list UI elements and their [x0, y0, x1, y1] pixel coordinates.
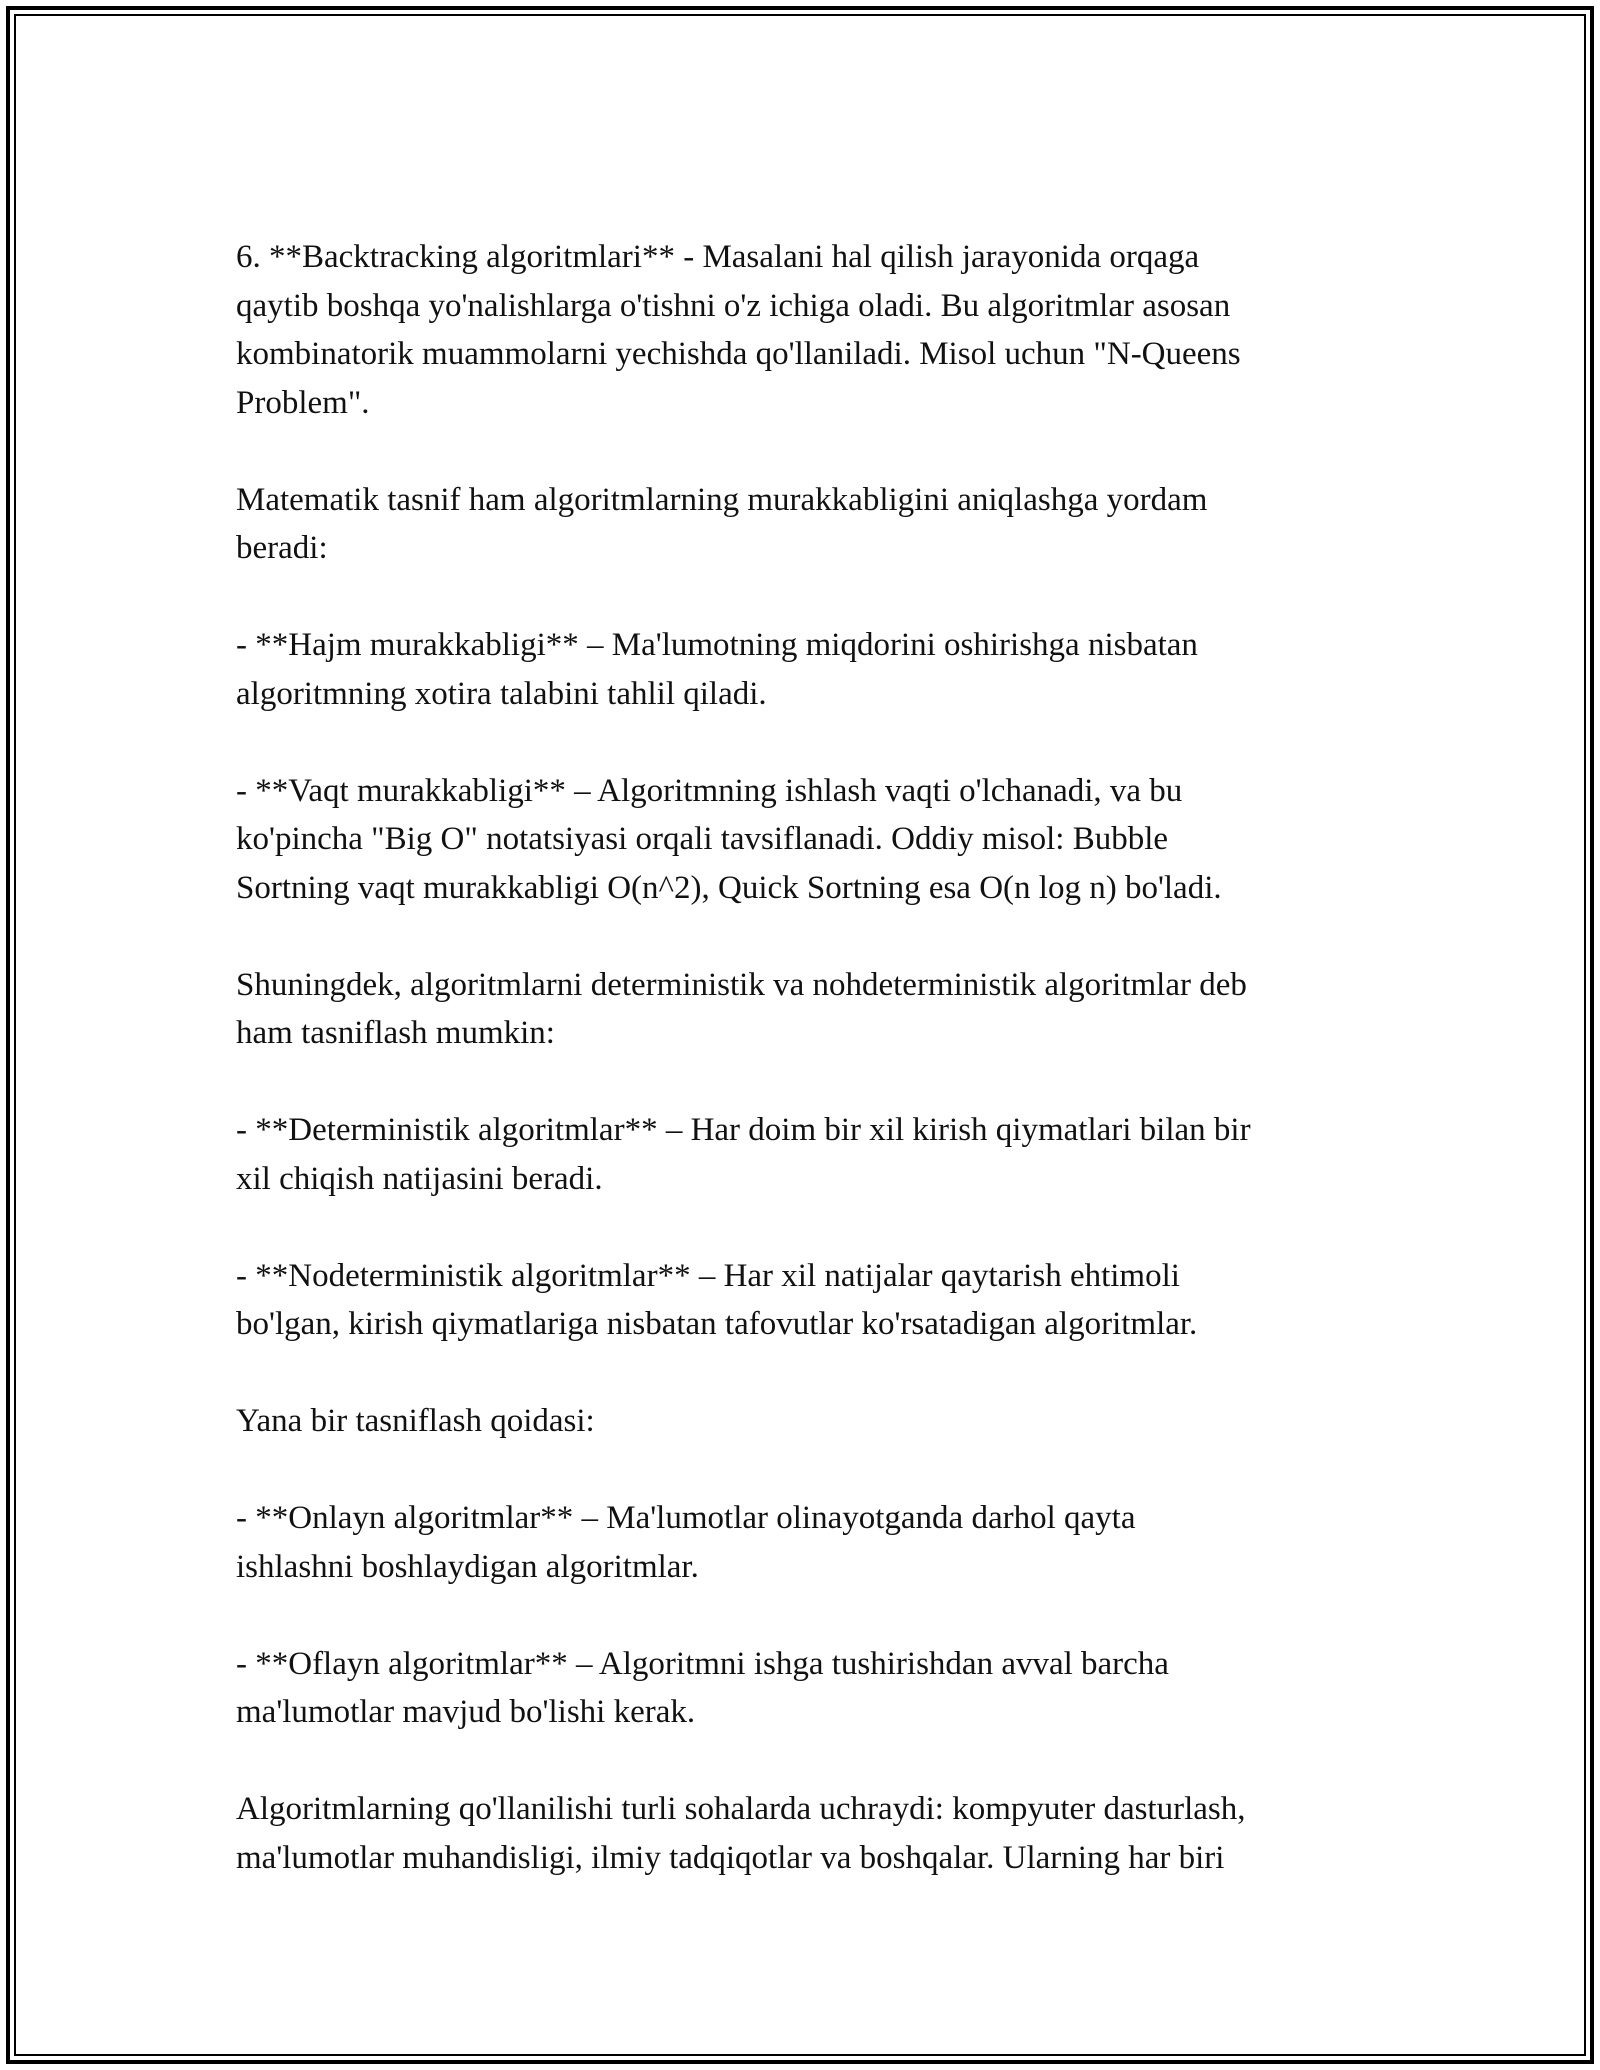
text-line: ma'lumotlar muhandisligi, ilmiy tadqiqotlar va boshqalar. Ularning har biri — [236, 1839, 1225, 1876]
text-line: - **Nodeterministik algoritmlar** – Har xil natijalar qaytarish ehtimoli — [236, 1257, 1180, 1294]
text-line: - **Vaqt murakkabligi** – Algoritmning ishlash vaqti o'lchanadi, va bu — [236, 772, 1183, 809]
text-line: ma'lumotlar mavjud bo'lishi kerak. — [236, 1694, 696, 1730]
paragraph-backtracking — [236, 233, 1376, 427]
paragraph-another-rule — [236, 1397, 1376, 1446]
paragraph-applications — [236, 1785, 1376, 1882]
list-item-space-complexity — [236, 621, 1376, 718]
list-item-time-complexity — [236, 767, 1376, 913]
text-line: beradi: — [236, 530, 328, 566]
text-line: kombinatorik muammolarni yechishda qo'llaniladi. Misol uchun "N-Queens — [236, 336, 1241, 372]
text-line: qaytib boshqa yo'nalishlarga o'tishni o'z ichiga oladi. Bu algoritmlar asosan — [236, 287, 1231, 324]
document-body — [236, 233, 1376, 1931]
list-item-deterministic — [236, 1106, 1376, 1203]
text-line: ishlashni boshlaydigan algoritmlar. — [236, 1548, 699, 1585]
paragraph-math-classification — [236, 476, 1376, 573]
text-line: bo'lgan, kirish qiymatlariga nisbatan tafovutlar ko'rsatadigan algoritmlar. — [236, 1306, 1198, 1342]
text-line: algoritmning xotira talabini tahlil qiladi. — [236, 675, 767, 712]
text-line: Yana bir tasniflash qoidasi: — [236, 1403, 595, 1439]
text-line: Matematik tasnif ham algoritmlarning murakkabligini aniqlashga yordam — [236, 481, 1208, 518]
list-item-offline — [236, 1640, 1376, 1737]
text-line: ham tasniflash mumkin: — [236, 1015, 555, 1051]
text-line: - **Onlayn algoritmlar** – Ma'lumotlar olinayotganda darhol qayta — [236, 1500, 1136, 1536]
text-line: - **Deterministik algoritmlar** – Har doim bir xil kirish qiymatlari bilan bir — [236, 1112, 1251, 1148]
text-line: xil chiqish natijasini beradi. — [236, 1160, 603, 1197]
text-line: - **Oflayn algoritmlar** – Algoritmni ishga tushirishdan avval barcha — [236, 1645, 1169, 1682]
paragraph-determinism — [236, 961, 1376, 1058]
list-item-online — [236, 1494, 1376, 1591]
text-line: Problem". — [236, 384, 370, 421]
text-line: 6. **Backtracking algoritmlari** - Masalani hal qilish jarayonida orqaga — [236, 239, 1200, 275]
text-line: Sortning vaqt murakkabligi O(n^2), Quick Sortning esa O(n log n) bo'ladi. — [236, 869, 1222, 906]
text-line: Shuningdek, algoritmlarni deterministik va nohdeterministik algoritmlar deb — [236, 966, 1247, 1003]
list-item-nondeterministic — [236, 1252, 1376, 1349]
text-line: - **Hajm murakkabligi** – Ma'lumotning miqdorini oshirishga nisbatan — [236, 627, 1198, 663]
text-line: Algoritmlarning qo'llanilishi turli sohalarda uchraydi: kompyuter dasturlash, — [236, 1791, 1246, 1827]
text-line: ko'pincha "Big O" notatsiyasi orqali tavsiflanadi. Oddiy misol: Bubble — [236, 821, 1169, 857]
